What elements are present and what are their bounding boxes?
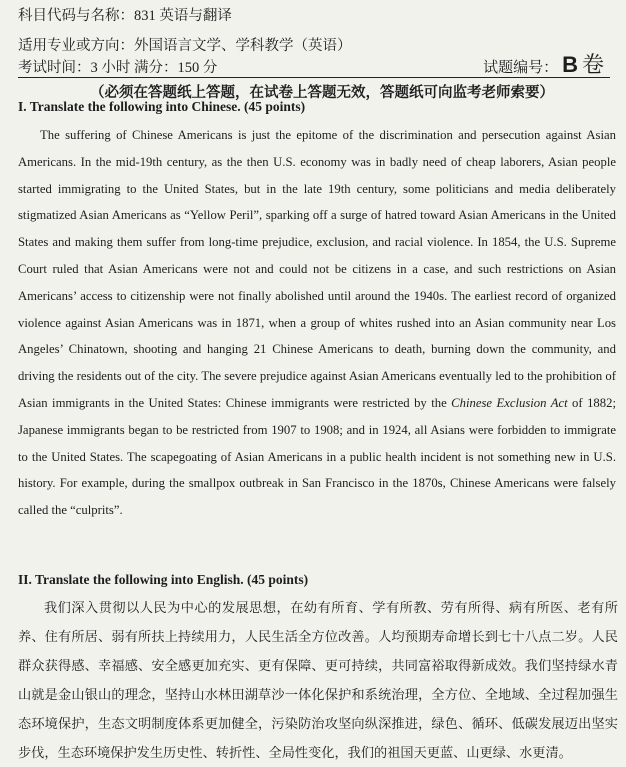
- section-1-heading: I. Translate the following into Chinese. (45 points): [18, 99, 306, 114]
- section-1-text-part2: of 1882; Japanese immigrants began to be restricted from 1907 to 1908; and in 1924, all Asians were forbidden to immigrate to the United States. The scapegoating of Asian Americans in a public health incident is not something new in U.S. history. For example, during the smallpox outbreak in San Francisco in the 1870s, Chinese Americans were falsely called the “culprits”.: [18, 395, 616, 518]
- paper-serial-label: 试题编号：: [483, 60, 559, 76]
- paper-serial-letter: B: [562, 52, 578, 77]
- paper-serial: [483, 48, 604, 79]
- section-2-passage: 我们深入贯彻以人民为中心的发展思想，在幼有所育、学有所教、劳有所得、病有所医、老有所养、住有所居、弱有所扶上持续用力，人民生活全方位改善。人均预期寿命增长到七十八点二岁。人民群众获得感、幸福感、安全感更加充实、更有保障、更可持续，共同富裕取得新成效。我们坚持绿水青山就是金山银山的理念，坚持山水林田湖草沙一体化保护和系统治理，全方位、全地域、全过程加强生态环境保护，生态文明制度体系更加健全，污染防治攻坚向纵深推进，绿色、循环、低碳发展迈出坚实步伐，生态环境保护发生历史性、转折性、全局性变化，我们的祖国天更蓝、山更绿、水更清。: [18, 600, 618, 760]
- applicable-major: 适用专业或方向：外国语言文学、学科教学（英语）: [18, 38, 352, 54]
- act-name: Chinese Exclusion Act: [451, 395, 568, 410]
- paper-serial-suffix: 卷: [581, 52, 604, 77]
- subject-code-name: 科目代码与名称：831 英语与翻译: [18, 8, 232, 24]
- section-2-heading: II. Translate the following into English. (45 points): [18, 572, 309, 587]
- answer-sheet-notice: （必须在答题纸上答题，在试卷上答题无效，答题纸可向监考老师索要）: [90, 85, 554, 101]
- exam-time-score: 考试时间：3 小时 满分：150 分: [18, 60, 218, 76]
- exam-time-row: [18, 52, 610, 77]
- section-1-text-part1: The suffering of Chinese Americans is just the epitome of the discrimination and persecution against Asian Americans. In the mid-19th century, as the then U.S. economy was in badly need of cheap laborers, Asian people started immigrating to the United States, but in the late 19th century, some politicians and media deliberately stigmatized Asian Americans as “Yellow Peril”, sparking off a surge of hatred toward Asian Americans in the United States and making them suffer from long-time prejudice, exclusion, and racial violence. In 1854, the U.S. Supreme Court ruled that Asian Americans were not and could not be citizens in a case, and such restrictions on Asian Americans’ access to citizenship were not finally abolished until around the 1940s. The earliest record of organized violence against Asian Americans was in 1871, when a group of whites rushed into an Asian community near Los Angeles’ Chinatown, shooting and hanging 21 Chinese Americans to death, burning down the community, and driving the residents out of the city. The severe prejudice against Asian Americans eventually led to the prohibition of Asian immigrants in the United States: Chinese immigrants were restricted by the: [18, 128, 616, 410]
- section-1-passage: [18, 122, 616, 524]
